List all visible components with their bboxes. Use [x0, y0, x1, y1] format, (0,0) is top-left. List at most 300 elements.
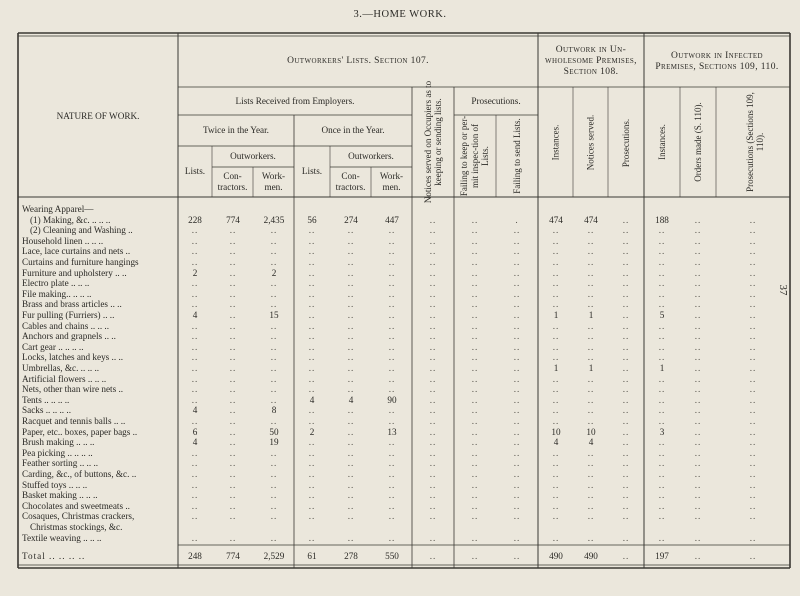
header-outworkers-twice: Outworkers.: [230, 151, 276, 161]
table-cell: ..: [513, 267, 521, 278]
table-cell: ..: [622, 426, 630, 437]
table-cell: ..: [694, 320, 702, 331]
table-cell: ..: [429, 341, 437, 352]
table-cell: ..: [552, 479, 560, 490]
table-cell: ..: [471, 341, 479, 352]
table-cell: ..: [229, 288, 237, 299]
table-cell: ..: [513, 479, 521, 490]
header-unwholesome-premises: Outwork in Un-wholesome Premises, Section 108.: [545, 45, 637, 77]
table-cell: ..: [694, 394, 702, 405]
table-cell: ..: [388, 437, 396, 448]
table-cell: ..: [191, 352, 199, 363]
table-cell: ..: [749, 299, 757, 310]
table-cell: ..: [471, 267, 479, 278]
table-cell: ..: [471, 257, 479, 267]
table-cell: ..: [749, 341, 757, 352]
table-cell: ..: [622, 235, 630, 246]
row-label: Wearing Apparel—: [22, 204, 94, 214]
table-cell: ..: [694, 310, 702, 320]
table-cell: ..: [388, 469, 396, 479]
table-cell: ..: [749, 532, 757, 543]
table-cell: ..: [270, 532, 278, 543]
row-label: Brass and brass articles .. ..: [22, 299, 122, 310]
table-cell: ..: [388, 373, 396, 384]
table-cell: ..: [622, 225, 630, 236]
table-cell: ..: [347, 225, 355, 236]
header-prosecutions: Prosecutions.: [471, 95, 521, 106]
row-label: Curtains and furniture hangings: [22, 257, 139, 267]
table-cell: ..: [749, 373, 757, 384]
header-instances-unwholesome: Instances.: [550, 124, 561, 161]
table-cell: ..: [347, 310, 355, 320]
table-cell: ..: [229, 426, 237, 437]
table-cell: ..: [429, 479, 437, 490]
table-cell: ..: [552, 288, 560, 299]
table-cell: ..: [694, 447, 702, 458]
table-cell: 1: [588, 310, 594, 320]
table-cell: ..: [749, 394, 757, 405]
table-cell: ..: [694, 214, 702, 225]
table-cell: ..: [191, 511, 199, 522]
table-cell: ..: [658, 320, 666, 331]
row-label: Tents .. .. .. ..: [22, 394, 70, 405]
row-label: Cosaques, Christmas crackers,: [22, 511, 135, 522]
header-instances-infected: Instances.: [656, 124, 667, 160]
header-once-in-year: Once in the Year.: [321, 125, 385, 135]
table-cell: ..: [308, 363, 316, 373]
table-cell: ..: [347, 416, 355, 426]
table-cell: ..: [622, 479, 630, 490]
table-cell: ..: [347, 469, 355, 479]
table-cell: ..: [270, 257, 278, 267]
table-cell: ..: [694, 373, 702, 384]
table-cell: ..: [749, 288, 757, 299]
table-cell: ..: [587, 235, 595, 246]
header-orders-made: Orders made (S. 110).: [692, 102, 703, 182]
table-cell: ..: [694, 299, 702, 310]
table-cell: ..: [622, 278, 630, 289]
table-cell: ..: [658, 405, 666, 416]
table-cell: ..: [229, 479, 237, 490]
table-cell: ..: [429, 288, 437, 299]
table-cell: ..: [552, 384, 560, 395]
table-cell: ..: [270, 416, 278, 426]
table-cell: ..: [270, 235, 278, 246]
table-cell: 4: [553, 437, 559, 448]
table-cell: ..: [191, 416, 199, 426]
table-cell: ..: [347, 511, 355, 522]
table-cell: ..: [552, 299, 560, 310]
table-cell: ..: [587, 267, 595, 278]
row-label: Furniture and upholstery .. ..: [22, 267, 127, 278]
table-cell: ..: [347, 331, 355, 342]
table-cell: ..: [587, 479, 595, 490]
table-cell: ..: [513, 405, 521, 416]
table-cell: ..: [513, 384, 521, 395]
table-cell: ..: [191, 299, 199, 310]
table-cell: ..: [471, 447, 479, 458]
table-cell: ..: [471, 288, 479, 299]
table-cell: ..: [388, 479, 396, 490]
table-cell: ..: [622, 384, 630, 395]
table-cell: ..: [270, 299, 278, 310]
table-cell: ..: [658, 288, 666, 299]
table-cell: ..: [513, 532, 521, 543]
table-cell: ..: [270, 511, 278, 522]
header-contractors-once: Con-tractors.: [335, 171, 366, 192]
table-cell: 1: [659, 363, 665, 373]
header-lists-once: Lists.: [301, 166, 323, 176]
row-label: Brush making .. .. ..: [22, 437, 95, 448]
table-cell: ..: [191, 320, 199, 331]
table-cell: ..: [749, 511, 757, 522]
table-cell: ..: [308, 299, 316, 310]
table-cell: ..: [270, 373, 278, 384]
table-cell: ..: [587, 416, 595, 426]
table-cell: ..: [229, 320, 237, 331]
table-cell: ..: [388, 288, 396, 299]
table-cell: ..: [622, 299, 630, 310]
table-cell: ..: [429, 532, 437, 543]
table-cell: ..: [749, 437, 757, 448]
table-cell: ..: [552, 511, 560, 522]
table-cell: ..: [429, 447, 437, 458]
table-cell: ..: [658, 341, 666, 352]
table-cell: 774: [226, 214, 240, 225]
table-cell: ..: [347, 235, 355, 246]
table-cell: ..: [513, 500, 521, 511]
table-cell: ..: [429, 331, 437, 342]
table-cell: ..: [270, 479, 278, 490]
table-cell: ..: [229, 458, 237, 469]
table-cell: ..: [429, 363, 437, 373]
table-cell: ..: [270, 363, 278, 373]
table-cell: ..: [471, 363, 479, 373]
table-cell: ..: [471, 225, 479, 236]
table-cell: ..: [587, 320, 595, 331]
table-cell: ..: [270, 352, 278, 363]
table-cell: ..: [388, 257, 396, 267]
table-cell: ..: [513, 373, 521, 384]
table-cell: ..: [388, 384, 396, 395]
header-lists-twice: Lists.: [184, 166, 206, 176]
table-cell: ..: [429, 352, 437, 363]
table-cell: ..: [749, 225, 757, 236]
table-cell: ..: [347, 267, 355, 278]
table-cell: ..: [622, 500, 630, 511]
table-cell: ..: [347, 363, 355, 373]
table-cell: ..: [471, 310, 479, 320]
table-cell: ..: [191, 331, 199, 342]
table-cell: ..: [513, 331, 521, 342]
table-cell: ..: [587, 331, 595, 342]
table-cell: ..: [587, 225, 595, 236]
table-cell: ..: [229, 416, 237, 426]
table-cell: ..: [694, 267, 702, 278]
row-label: Cart gear .. .. .. ..: [22, 341, 84, 352]
row-label: Fur pulling (Furriers) .. ..: [22, 310, 115, 320]
table-cell: ..: [388, 235, 396, 246]
table-cell: ..: [694, 278, 702, 289]
table-cell: ..: [658, 394, 666, 405]
table-cell: ..: [429, 384, 437, 395]
table-cell: ..: [308, 447, 316, 458]
table-cell: ..: [471, 532, 479, 543]
table-cell: ..: [552, 469, 560, 479]
table-cell: ..: [513, 416, 521, 426]
table-cell: ..: [658, 384, 666, 395]
table-cell: ..: [388, 225, 396, 236]
table-cell: ..: [471, 278, 479, 289]
table-cell: ..: [270, 288, 278, 299]
table-cell: ..: [191, 278, 199, 289]
table-cell: ..: [658, 469, 666, 479]
table-cell: ..: [229, 267, 237, 278]
table-cell: ..: [749, 267, 757, 278]
table-cell: ..: [429, 551, 437, 561]
table-cell: ..: [347, 437, 355, 448]
table-cell: ..: [658, 416, 666, 426]
table-cell: ..: [694, 490, 702, 501]
table-cell: ..: [749, 469, 757, 479]
table-cell: ..: [388, 267, 396, 278]
table-cell: ..: [229, 500, 237, 511]
table-cell: ..: [749, 405, 757, 416]
table-cell: ..: [429, 267, 437, 278]
table-cell: ..: [347, 500, 355, 511]
table-cell: ..: [622, 257, 630, 267]
table-cell: ..: [749, 384, 757, 395]
table-cell: ..: [552, 490, 560, 501]
table-cell: ..: [471, 405, 479, 416]
table-cell: ..: [347, 299, 355, 310]
table-cell: 228: [188, 214, 202, 225]
table-cell: ..: [658, 511, 666, 522]
table-cell: ..: [229, 278, 237, 289]
table-cell: ..: [471, 214, 479, 225]
table-cell: ..: [388, 341, 396, 352]
total-label: Total .. .. .. ..: [22, 551, 86, 561]
row-label: Chocolates and sweetmeats ..: [22, 500, 130, 511]
table-cell: ..: [191, 394, 199, 405]
table-cell: ..: [749, 416, 757, 426]
table-cell: 490: [549, 551, 563, 561]
table-cell: ..: [229, 405, 237, 416]
table-cell: ..: [513, 341, 521, 352]
header-prosecutions-infected: Prosecutions (Sections 109, 110).: [744, 92, 765, 192]
table-cell: ..: [622, 416, 630, 426]
table-cell: ..: [622, 267, 630, 278]
table-cell: ..: [388, 447, 396, 458]
table-cell: ..: [229, 331, 237, 342]
table-cell: ..: [694, 225, 702, 236]
row-label: Umbrellas, &c. .. .. ..: [22, 363, 100, 373]
table-cell: ..: [552, 225, 560, 236]
table-cell: ..: [388, 310, 396, 320]
table-cell: ..: [622, 352, 630, 363]
table-cell: ..: [622, 511, 630, 522]
table-cell: ..: [229, 363, 237, 373]
table-cell: ..: [694, 437, 702, 448]
table-cell: ..: [694, 363, 702, 373]
table-cell: ..: [513, 469, 521, 479]
table-cell: ..: [552, 532, 560, 543]
table-cell: ..: [622, 320, 630, 331]
table-cell: 274: [344, 214, 358, 225]
table-cell: ..: [229, 299, 237, 310]
table-cell: ..: [429, 310, 437, 320]
table-cell: ..: [308, 235, 316, 246]
table-cell: ..: [658, 246, 666, 257]
table-cell: ..: [308, 532, 316, 543]
table-cell: ..: [388, 458, 396, 469]
table-cell: ..: [471, 235, 479, 246]
table-cell: ..: [388, 278, 396, 289]
table-cell: ..: [191, 225, 199, 236]
table-cell: ..: [471, 426, 479, 437]
table-cell: ..: [229, 437, 237, 448]
table-cell: ..: [388, 299, 396, 310]
table-cell: 8: [271, 405, 277, 416]
table-cell: ..: [347, 384, 355, 395]
table-cell: ..: [471, 246, 479, 257]
header-workmen-once: Work-men.: [379, 171, 404, 192]
table-cell: ..: [308, 373, 316, 384]
table-cell: ..: [229, 394, 237, 405]
table-cell: ..: [622, 214, 630, 225]
table-cell: ..: [694, 416, 702, 426]
table-cell: ..: [658, 447, 666, 458]
table-cell: ..: [587, 405, 595, 416]
table-cell: ..: [513, 246, 521, 257]
table-cell: 61: [307, 551, 317, 561]
table-cell: ..: [622, 288, 630, 299]
table-cell: ..: [552, 278, 560, 289]
table-cell: ..: [658, 235, 666, 246]
table-cell: ..: [694, 479, 702, 490]
table-cell: ..: [429, 278, 437, 289]
row-label: Christmas stockings, &c.: [30, 522, 123, 532]
table-cell: ..: [229, 352, 237, 363]
table-cell: ..: [471, 299, 479, 310]
table-cell: ..: [388, 405, 396, 416]
table-cell: ..: [694, 246, 702, 257]
table-cell: ..: [587, 341, 595, 352]
table-cell: ..: [694, 469, 702, 479]
table-cell: ..: [191, 479, 199, 490]
header-prosecutions-unwholesome: Prosecutions.: [620, 118, 631, 168]
table-cell: ..: [749, 331, 757, 342]
table-cell: 1: [553, 363, 559, 373]
table-cell: ..: [308, 310, 316, 320]
table-cell: ..: [471, 500, 479, 511]
table-cell: 4: [588, 437, 594, 448]
table-cell: 278: [344, 551, 358, 561]
table-cell: ..: [308, 278, 316, 289]
table-cell: 2: [271, 267, 277, 278]
table-cell: ..: [749, 235, 757, 246]
table-cell: ..: [347, 320, 355, 331]
table-cell: ..: [347, 405, 355, 416]
table-cell: ..: [429, 426, 437, 437]
table-cell: ..: [552, 373, 560, 384]
table-cell: ..: [229, 469, 237, 479]
header-notices-served: Notices served.: [585, 114, 596, 171]
table-cell: ..: [429, 214, 437, 225]
table-cell: ..: [513, 437, 521, 448]
table-cell: 4: [192, 405, 198, 416]
table-cell: ..: [388, 490, 396, 501]
table-cell: ..: [694, 551, 702, 561]
row-label: Pea picking .. .. .. ..: [22, 447, 93, 458]
table-cell: ..: [694, 384, 702, 395]
table-cell: ..: [513, 458, 521, 469]
table-cell: ..: [587, 278, 595, 289]
table-cell: ..: [191, 246, 199, 257]
header-outworkers-lists: Outworkers' Lists. Section 107.: [287, 56, 429, 66]
table-cell: ..: [622, 373, 630, 384]
table-cell: ..: [191, 341, 199, 352]
table-cell: 3: [659, 426, 665, 437]
table-cell: ..: [429, 469, 437, 479]
table-cell: ..: [308, 416, 316, 426]
table-cell: ..: [658, 225, 666, 236]
table-cell: 774: [226, 551, 240, 561]
table-cell: ..: [471, 320, 479, 331]
table-cell: ..: [749, 447, 757, 458]
table-cell: ..: [513, 257, 521, 267]
table-cell: ..: [552, 267, 560, 278]
table-cell: ..: [552, 500, 560, 511]
table-cell: 474: [584, 214, 598, 225]
table-cell: ..: [587, 469, 595, 479]
table-cell: ..: [347, 288, 355, 299]
table-cell: ..: [552, 394, 560, 405]
table-cell: ..: [270, 341, 278, 352]
header-contractors-twice: Con-tractors.: [217, 171, 248, 192]
table-cell: ..: [429, 500, 437, 511]
table-cell: ..: [347, 447, 355, 458]
table-cell: ..: [471, 416, 479, 426]
table-cell: ..: [429, 437, 437, 448]
table-cell: ..: [270, 458, 278, 469]
table-cell: ..: [429, 511, 437, 522]
table-cell: ..: [308, 458, 316, 469]
table-cell: ..: [388, 363, 396, 373]
row-label: Nets, other than wire nets ..: [22, 384, 124, 395]
table-cell: ..: [552, 320, 560, 331]
table-cell: ..: [229, 384, 237, 395]
table-cell: ..: [308, 479, 316, 490]
table-cell: ..: [622, 331, 630, 342]
table-cell: .: [515, 214, 519, 225]
table-cell: 4: [192, 310, 198, 320]
table-cell: ..: [229, 310, 237, 320]
table-cell: ..: [270, 246, 278, 257]
table-cell: 1: [553, 310, 559, 320]
table-cell: ..: [587, 246, 595, 257]
table-cell: ..: [429, 405, 437, 416]
table-cell: ..: [749, 246, 757, 257]
table-cell: ..: [658, 299, 666, 310]
table-cell: ..: [308, 225, 316, 236]
table-cell: 5: [659, 310, 665, 320]
header-twice-in-year: Twice in the Year.: [203, 125, 269, 135]
table-cell: ..: [347, 490, 355, 501]
table-cell: ..: [513, 394, 521, 405]
table-cell: ..: [552, 235, 560, 246]
table-cell: ..: [622, 490, 630, 501]
